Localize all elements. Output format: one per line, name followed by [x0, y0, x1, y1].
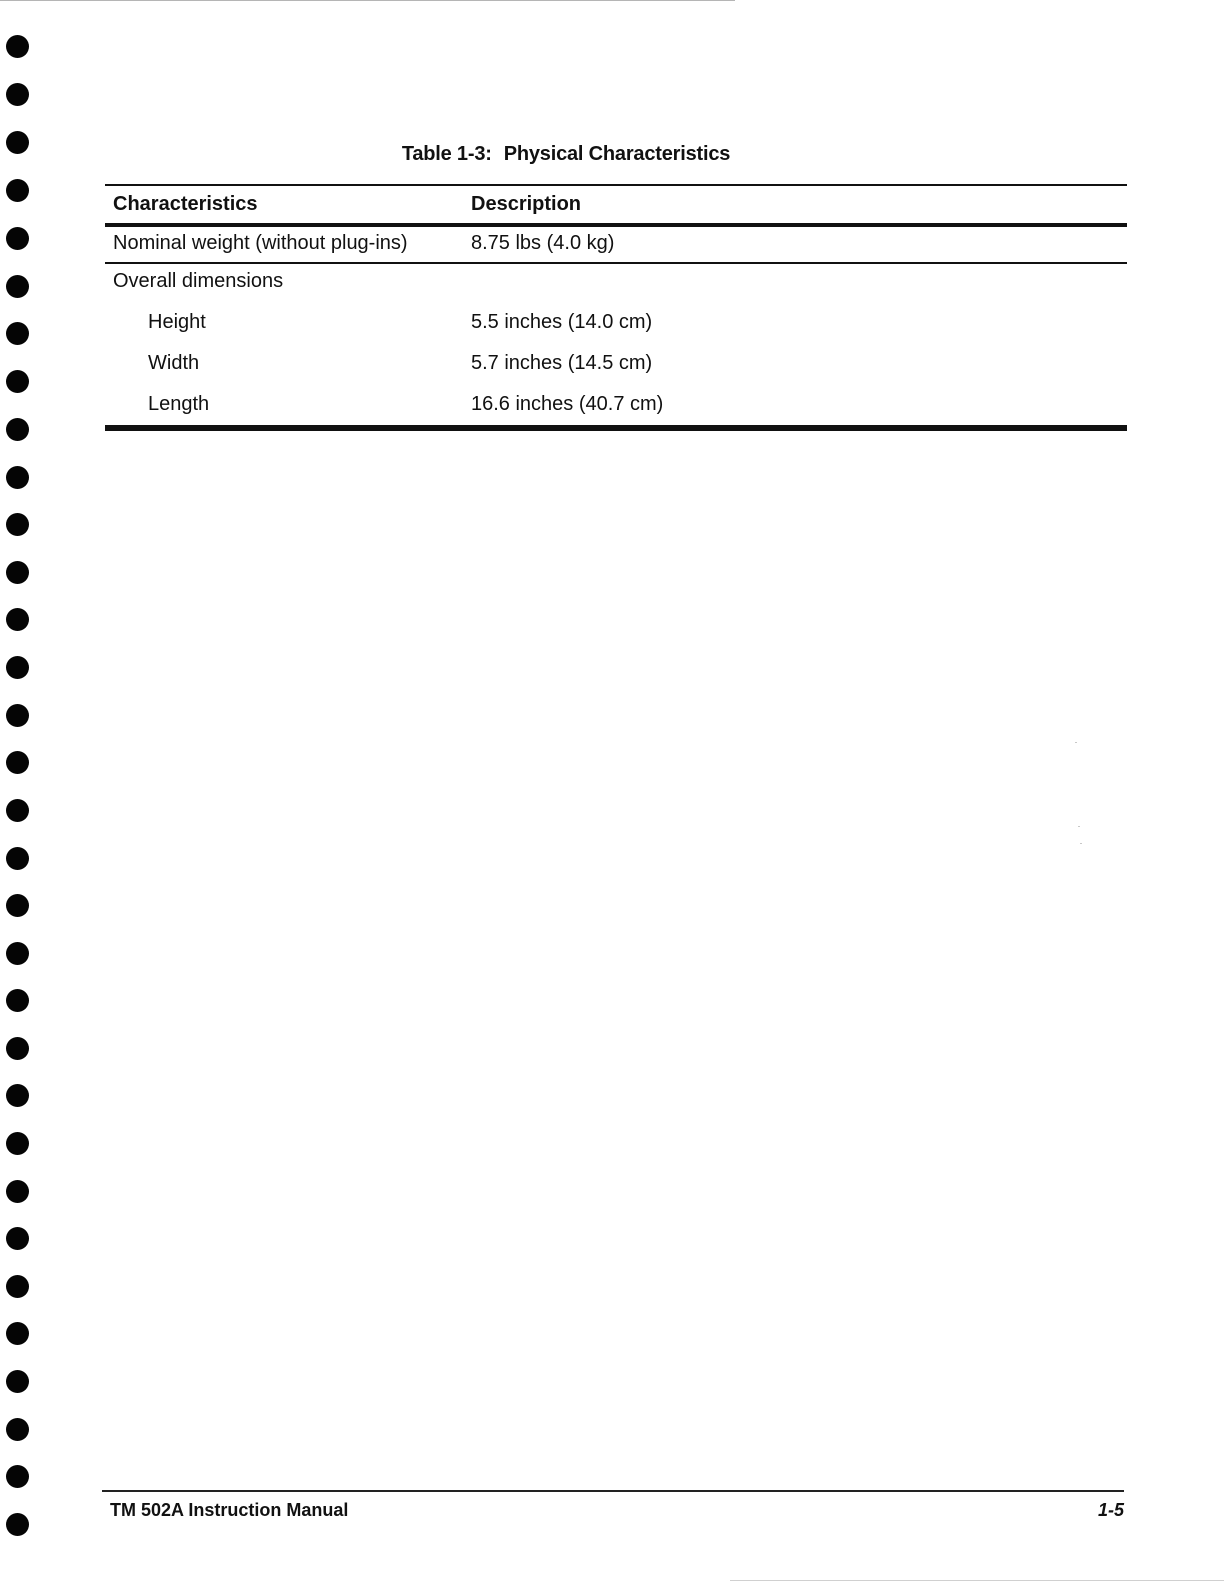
table-row-rule — [105, 262, 1127, 264]
footer-page-number: 1-5 — [1097, 1500, 1124, 1520]
row-label-nominal-weight: Nominal weight (without plug-ins) — [113, 232, 408, 254]
punch-hole — [6, 656, 29, 679]
punch-hole — [6, 418, 29, 441]
table-number: Table 1-3: — [401, 143, 492, 165]
punch-hole — [6, 466, 29, 489]
table-title: Physical Characteristics — [503, 143, 731, 165]
footer-rule — [102, 1490, 1124, 1492]
punch-hole — [6, 704, 29, 727]
scan-speck — [1078, 826, 1080, 827]
punch-hole — [6, 513, 29, 536]
punch-hole — [6, 1084, 29, 1107]
punch-hole — [6, 1513, 29, 1536]
punch-hole — [6, 608, 29, 631]
punch-hole — [6, 227, 29, 250]
punch-hole — [6, 1370, 29, 1393]
row-value-nominal-weight: 8.75 lbs (4.0 kg) — [471, 232, 615, 254]
footer-manual-title: TM 502A Instruction Manual — [110, 1500, 349, 1520]
punch-hole — [6, 275, 29, 298]
table-bottom-rule — [105, 425, 1127, 431]
punch-hole — [6, 1227, 29, 1250]
scan-speck — [1080, 843, 1082, 844]
scan-speck — [1075, 742, 1077, 743]
punch-hole — [6, 35, 29, 58]
punch-hole — [6, 179, 29, 202]
scan-edge-top — [0, 0, 735, 1]
table-top-rule — [105, 184, 1127, 186]
row-label-overall-dimensions: Overall dimensions — [113, 270, 284, 292]
punch-hole — [6, 83, 29, 106]
punch-hole — [6, 1322, 29, 1345]
row-label-length: Length — [148, 393, 210, 415]
row-value-height: 5.5 inches (14.0 cm) — [471, 311, 653, 333]
row-value-width: 5.7 inches (14.5 cm) — [471, 352, 653, 374]
punch-hole — [6, 847, 29, 870]
row-value-length: 16.6 inches (40.7 cm) — [471, 393, 664, 415]
punch-hole — [6, 1275, 29, 1298]
punch-hole — [6, 1465, 29, 1488]
punch-hole — [6, 322, 29, 345]
punch-hole — [6, 1418, 29, 1441]
row-label-height: Height — [148, 311, 206, 333]
punch-hole — [6, 942, 29, 965]
punch-hole — [6, 989, 29, 1012]
punch-hole — [6, 1180, 29, 1203]
table-caption — [0, 143, 1132, 166]
punch-hole — [6, 561, 29, 584]
binder-punch-holes — [0, 0, 40, 1582]
column-header-characteristics: Characteristics — [113, 193, 258, 215]
table-header-rule — [105, 223, 1127, 227]
punch-hole — [6, 751, 29, 774]
row-label-width: Width — [148, 352, 200, 374]
punch-hole — [6, 1132, 29, 1155]
punch-hole — [6, 370, 29, 393]
column-header-description: Description — [471, 193, 582, 215]
punch-hole — [6, 799, 29, 822]
scan-edge-bottom — [730, 1580, 1224, 1581]
punch-hole — [6, 1037, 29, 1060]
punch-hole — [6, 894, 29, 917]
